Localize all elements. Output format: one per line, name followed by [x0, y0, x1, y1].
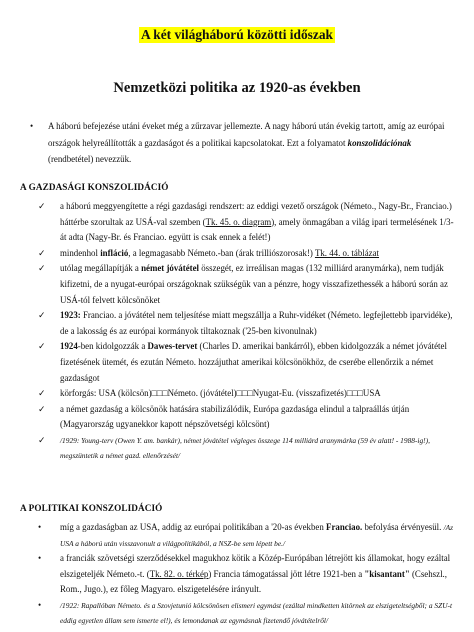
heading-political: A POLITIKAI KONSZOLIDÁCIÓ [20, 503, 163, 513]
textbook-link[interactable]: Tk. 82. o. térkép [149, 568, 209, 579]
bullet-icon: • [38, 599, 42, 610]
bullet-icon: • [38, 553, 42, 564]
heading-economic: A GAZDASÁGI KONSZOLIDÁCIÓ [20, 182, 169, 192]
intro-paragraph: • A háború befejezése utáni éveket még a zűrzavar jellemezte. A nagy háború után évekig tartott, amíg az európai országok helyreállították a gazdaságot és a politikai kapcsolatokat. Ezt a folyamatot konszolidációnak (rendbetétel) nevezzük. [48, 118, 448, 168]
check-icon: ✓ [38, 310, 46, 321]
check-icon: ✓ [38, 201, 46, 211]
section-subtitle: Nemzetközi politika az 1920-as években [113, 80, 361, 96]
check-icon: ✓ [38, 403, 46, 414]
list-item: ✓ 1924-ben kidolgozzák a Dawes-tervet (Charles D. amerikai bankárról), ebben kidolgozzák a német jóvátétel fizetésének ütemét, és ezután Németo. hozzájuthat amerikai kölcsönökhöz, de cserébe ellenőrzik a német gazdaságot [38, 341, 447, 383]
bullet-icon: • [30, 121, 34, 131]
list-item: ✓ körforgás: USA (kölcsön)□□□Németo. (jóvátétel)□□□Nyugat-Eu. (visszafizetés)□□□USA [60, 386, 454, 402]
political-list [38, 520, 454, 628]
list-item: ✓ a háború meggyengítette a régi gazdasági rendszert: az eddigi vezető országok (Németo., Nagy-Br., Franciao.) háttérbe szorultak az USÁ-val szemben (Tk. 45. o. diagram), amely önmagában a világ ipari termelésének 1/3-át adta (Nagy-Br. és Franciao. együtt is csak ennek a felét!) [38, 201, 454, 243]
list-item: ✓ 1923: Franciao. a jóvátétel nem teljesítése miatt megszállja a Ruhr-vidéket (Németo. legfejlettebb iparvidéke), de a lakosság és az európai kormányok tiltakoznak ('25-ben kivonulnak) [38, 310, 453, 336]
bullet-icon: • [38, 522, 42, 532]
check-icon: ✓ [38, 247, 46, 258]
list-item-note: • /1922: Rapallóban Németo. és a Szovjetunió kölcsönösen elismeri egymást (ezáltal mindketten kitörnek az elszigeteltségből; a SZU-t eddig egyetlen állam sem ismerte el!), és lemondanak az egymásnak fizetendő jóvátételről/ [38, 599, 453, 625]
check-icon: ✓ [38, 341, 46, 352]
title-container [0, 26, 474, 44]
list-item: ✓ a német gazdaság a kölcsönök hatására stabilizálódik, Európa gazdasága elindul a talpraállás útján (Magyarország ugyanekkor kapott népszövetségi kölcsönt) [38, 403, 410, 430]
list-item: • míg a gazdaságban az USA, addig az európai politikában a '20-as években Franciao. befolyása érvényesül. /Az USA a háború után visszavonult a világpolitikából, a NSZ-be sem lépett be./ [38, 522, 454, 548]
check-icon: ✓ [38, 388, 46, 399]
check-icon: ✓ [38, 434, 46, 445]
list-item: • a franciák szövetségi szerződésekkel magukhoz kötik a Közép-Európában létrejött kis államokat, hogy ezáltal elszigeteljék Németo.-t. (Tk. 82. o. térkép) Francia támogatással jött létre 1921-ben a "kisantant" (Csehszl., Rom., Jugo.), ez főleg Magyaro. elszigetelésére irányult. [38, 553, 451, 595]
economic-list [38, 199, 454, 463]
intro-term: konszolidációnak [347, 137, 412, 148]
list-item: ✓ mindenhol infláció, a legmagasabb Németo.-ban (árak trilliószorosak!) Tk. 44. o. táblázat [60, 246, 454, 262]
list-item: ✓ utólag megállapítják a német jóvátétel összegét, ez irreálisan magas (132 milliárd aranymárka), nem tudják kifizetni, de a nyugat-európai országoknak szükségük van a pénzre, hogy visszafizethessék a háború során az USÁ-tól felvett kölcsönöket [38, 263, 448, 305]
document-title: A két világháború közötti időszak [141, 27, 333, 42]
textbook-link[interactable]: Tk. 44. o. táblázat [314, 247, 380, 258]
textbook-link[interactable]: Tk. 45. o. diagram [205, 216, 272, 227]
list-item-note: ✓ /1929: Young-terv (Owen Y. am. bankár), német jóvátétel végleges összege 114 milliárd aranymárka (59 év alatt! - 1988-ig!), megszüntetik a német gazd. ellenőrzését/ [38, 434, 430, 460]
check-icon: ✓ [38, 263, 46, 274]
